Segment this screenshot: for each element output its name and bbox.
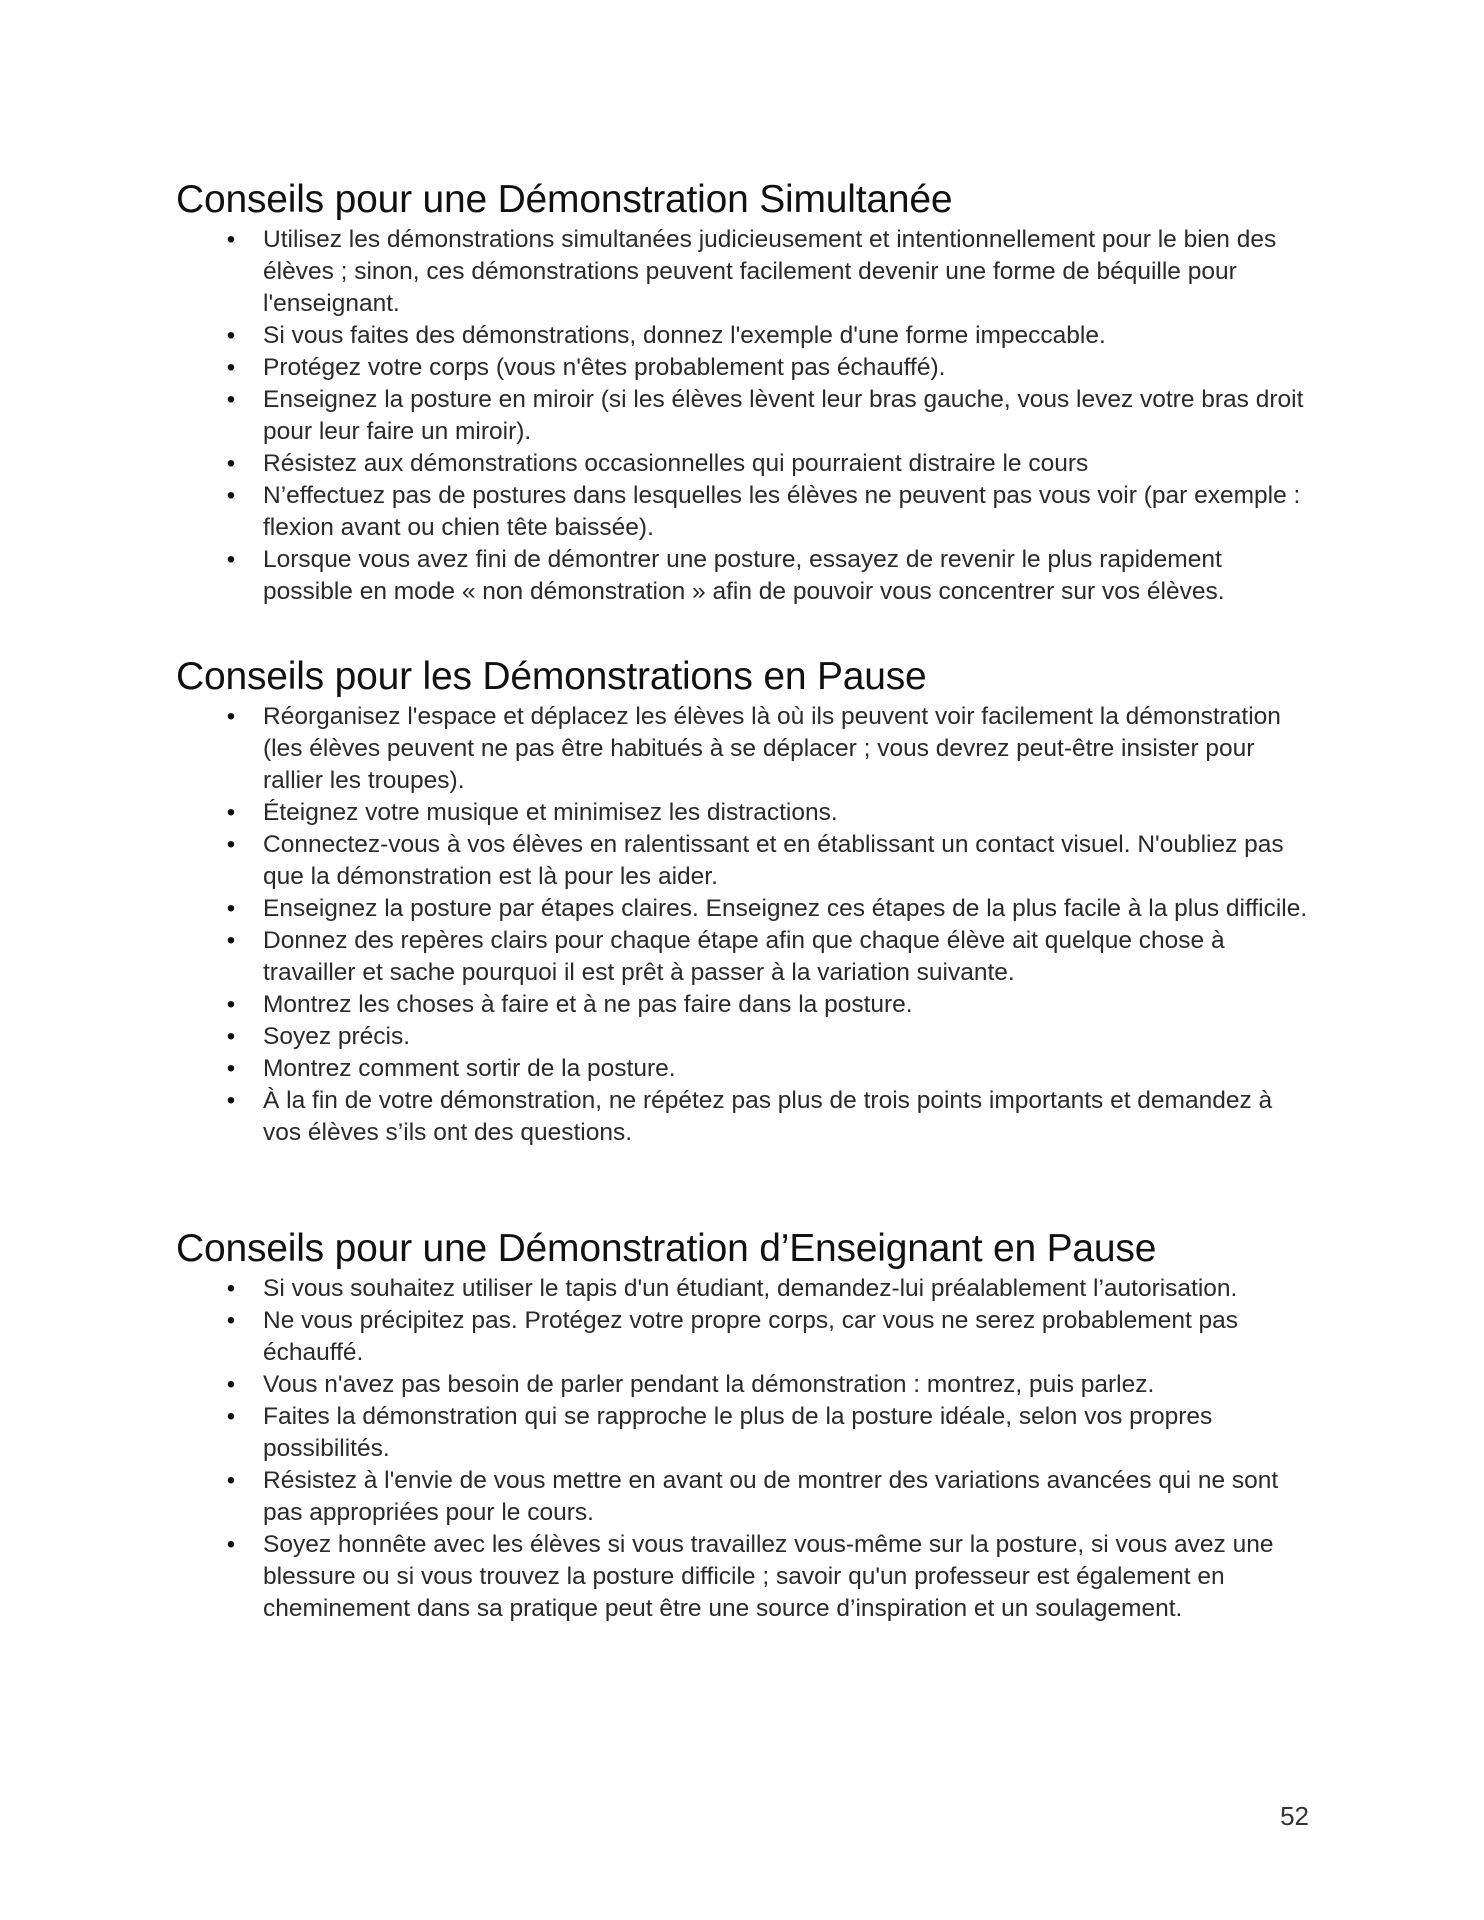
list-item	[176, 1273, 1316, 1305]
bullet-icon: •	[226, 1371, 236, 1398]
list-item	[176, 1401, 1316, 1465]
list-item-text: Si vous faites des démonstrations, donnez l'exemple d'une forme impeccable.	[263, 322, 1106, 349]
list-item	[176, 1529, 1316, 1625]
list-item-text: Enseignez la posture par étapes claires. Enseignez ces étapes de la plus facile à la plus difficile.	[263, 895, 1308, 922]
bullet-icon: •	[226, 546, 236, 573]
list-item-text: Faites la démonstration qui se rapproche le plus de la posture idéale, selon vos propres possibilités.	[263, 1403, 1213, 1462]
section-heading: Conseils pour une Démonstration Simultanée	[176, 178, 953, 221]
list-item-text: Soyez précis.	[263, 1023, 411, 1050]
list-item-text: N’effectuez pas de postures dans lesquelles les élèves ne peuvent pas vous voir (par exemple : flexion avant ou chien tête baissée).	[263, 482, 1301, 541]
section-heading: Conseils pour les Démonstrations en Pause	[176, 655, 927, 698]
list-item	[176, 989, 1316, 1021]
list-item-text: Montrez les choses à faire et à ne pas faire dans la posture.	[263, 991, 913, 1018]
list-item	[176, 1053, 1316, 1085]
section-paused-demos	[176, 653, 1316, 1149]
page-number: 52	[1280, 1801, 1309, 1831]
list-item-text: Enseignez la posture en miroir (si les élèves lèvent leur bras gauche, vous levez votre bras droit pour leur faire un miroir).	[263, 386, 1304, 445]
bullet-icon: •	[226, 1087, 236, 1114]
list-item	[176, 925, 1316, 989]
list-item-text: Connectez-vous à vos élèves en ralentissant et en établissant un contact visuel. N'oubliez pas que la démonstration est là pour les aider.	[263, 831, 1284, 890]
list-item	[176, 829, 1316, 893]
list-item	[176, 224, 1316, 320]
list-item	[176, 320, 1316, 352]
bullet-icon: •	[226, 386, 236, 413]
list-item-text: À la fin de votre démonstration, ne répétez pas plus de trois points importants et demandez à vos élèves s’ils ont des questions.	[263, 1087, 1273, 1146]
list-item-text: Montrez comment sortir de la posture.	[263, 1055, 676, 1082]
bullet-icon: •	[226, 1023, 236, 1050]
list-item	[176, 1305, 1316, 1369]
bullet-list	[176, 224, 1316, 608]
bullet-icon: •	[226, 1467, 236, 1494]
list-item	[176, 893, 1316, 925]
list-item	[176, 1369, 1316, 1401]
bullet-icon: •	[226, 450, 236, 477]
section-teacher-paused-demo	[176, 1225, 1316, 1625]
bullet-icon: •	[226, 226, 236, 253]
bullet-list	[176, 1273, 1316, 1625]
section-heading: Conseils pour une Démonstration d’Enseignant en Pause	[176, 1227, 1157, 1270]
bullet-list	[176, 701, 1316, 1149]
bullet-icon: •	[226, 1531, 236, 1558]
list-item-text: Réorganisez l'espace et déplacez les élèves là où ils peuvent voir facilement la démonstration (les élèves peuvent ne pas être habitués à se déplacer ; vous devrez peut-être insister pour rallier les troupes).	[263, 703, 1281, 794]
list-item-text: Soyez honnête avec les élèves si vous travaillez vous-même sur la posture, si vous avez une blessure ou si vous trouvez la posture difficile ; savoir qu'un professeur est également en cheminement dans sa pratique peut être une source d’inspiration et un soulagement.	[263, 1531, 1274, 1622]
list-item	[176, 352, 1316, 384]
bullet-icon: •	[226, 799, 236, 826]
list-item	[176, 797, 1316, 829]
bullet-icon: •	[226, 895, 236, 922]
section-simultaneous-demo	[176, 176, 1316, 608]
list-item-text: Éteignez votre musique et minimisez les distractions.	[263, 799, 838, 826]
bullet-icon: •	[226, 1403, 236, 1430]
list-item-text: Utilisez les démonstrations simultanées judicieusement et intentionnellement pour le bien des élèves ; sinon, ces démonstrations peuvent facilement devenir une forme de béquille pour l'enseignant.	[263, 226, 1277, 317]
bullet-icon: •	[226, 991, 236, 1018]
bullet-icon: •	[226, 354, 236, 381]
list-item	[176, 1021, 1316, 1053]
list-item	[176, 544, 1316, 608]
bullet-icon: •	[226, 1055, 236, 1082]
list-item-text: Protégez votre corps (vous n'êtes probablement pas échauffé).	[263, 354, 946, 381]
bullet-icon: •	[226, 1307, 236, 1334]
list-item-text: Résistez aux démonstrations occasionnelles qui pourraient distraire le cours	[263, 450, 1089, 477]
bullet-icon: •	[226, 927, 236, 954]
list-item-text: Lorsque vous avez fini de démontrer une posture, essayez de revenir le plus rapidement possible en mode « non démonstration » afin de pouvoir vous concentrer sur vos élèves.	[263, 546, 1225, 605]
bullet-icon: •	[226, 831, 236, 858]
list-item-text: Résistez à l'envie de vous mettre en avant ou de montrer des variations avancées qui ne sont pas appropriées pour le cours.	[263, 1467, 1279, 1526]
bullet-icon: •	[226, 482, 236, 509]
list-item	[176, 448, 1316, 480]
list-item-text: Ne vous précipitez pas. Protégez votre propre corps, car vous ne serez probablement pas échauffé.	[263, 1307, 1239, 1366]
list-item	[176, 384, 1316, 448]
list-item	[176, 1465, 1316, 1529]
list-item-text: Vous n'avez pas besoin de parler pendant la démonstration : montrez, puis parlez.	[263, 1371, 1155, 1398]
bullet-icon: •	[226, 703, 236, 730]
bullet-icon: •	[226, 1275, 236, 1302]
list-item	[176, 1085, 1316, 1149]
list-item	[176, 701, 1316, 797]
bullet-icon: •	[226, 322, 236, 349]
list-item	[176, 480, 1316, 544]
list-item-text: Si vous souhaitez utiliser le tapis d'un étudiant, demandez-lui préalablement l’autorisation.	[263, 1275, 1238, 1302]
list-item-text: Donnez des repères clairs pour chaque étape afin que chaque élève ait quelque chose à travailler et sache pourquoi il est prêt à passer à la variation suivante.	[263, 927, 1225, 986]
